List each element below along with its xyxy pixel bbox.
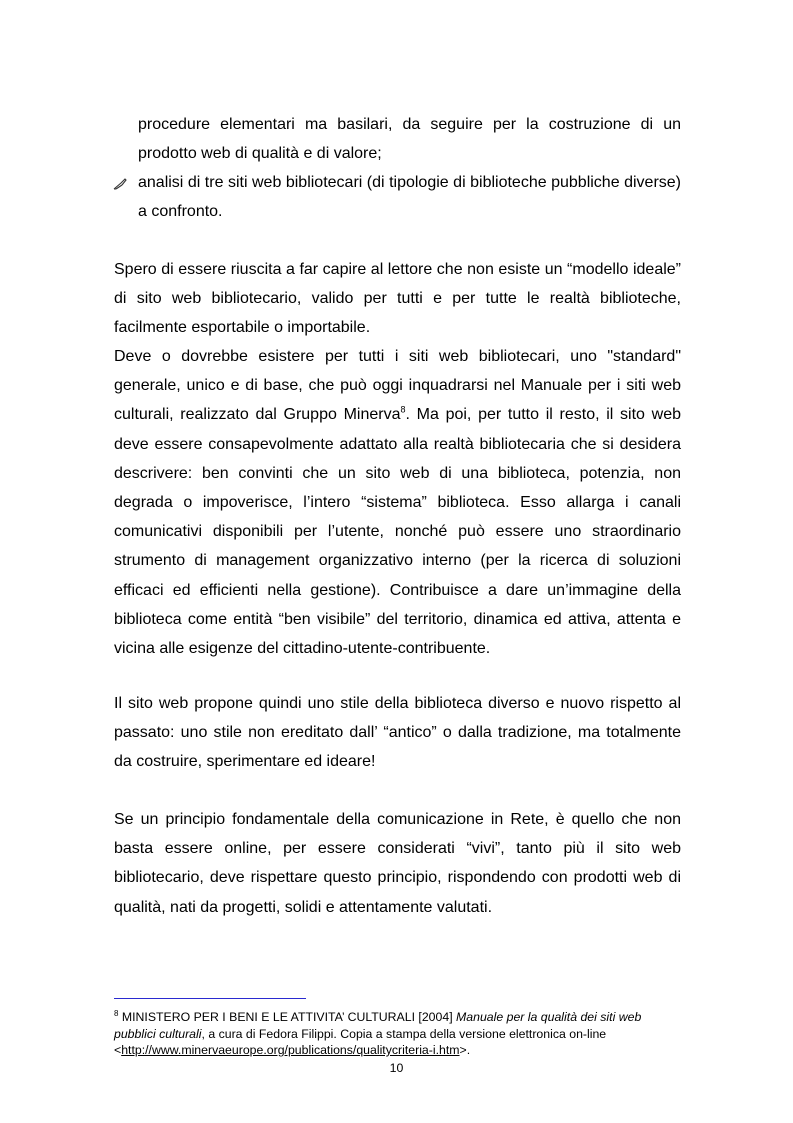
footnote-number: 8 — [114, 1008, 119, 1018]
footnote-text-b: , a cura di Fedora Filippi. Copia a stampa della versione elettronica on-line — [201, 1026, 607, 1041]
footnote-separator — [114, 998, 306, 999]
page-number: 10 — [389, 1061, 404, 1075]
paragraph-1: Spero di essere riuscita a far capire al lettore che non esiste un “modello ideale” di sito web bibliotecario, valido per tutti e per tutte le realtà biblioteche, facilmente esportabile o importabile. — [114, 261, 681, 337]
paragraph-3: Il sito web propone quindi uno stile della biblioteca diverso e nuovo rispetto al passato: uno stile non ereditato dall’ “antico” o dalla tradizione, ma totalmente da costruire, sperimentare ed ideare! — [114, 695, 681, 771]
footnote-link[interactable]: http://www.minervaeurope.org/publications/qualitycriteria-i.htm — [121, 1043, 460, 1057]
paragraph-2-text-b: . Ma poi, per tutto il resto, il sito web deve essere consapevolmente adattato alla realtà bibliotecaria che si desidera descrivere: ben convinti che un sito web di una biblioteca, potenzia, non degrada o impoverisce, l’intero “sistema” biblioteca. Esso allarga i canali comunicativi disponibili per l’utente, nonché può essere uno straordinario strumento di management organizzativo interno (per la ricerca di soluzioni efficaci ed efficienti nella gestione). Contribuisce a dare un’immagine della biblioteca come entità “ben visibile” del territorio, dinamica ed attiva, attenta e vicina alle esigenze del cittadino-utente-contribuente. — [114, 406, 682, 658]
paragraph-4: Se un principio fondamentale della comunicazione in Rete, è quello che non basta essere online, per essere considerati “vivi”, tanto più il sito web bibliotecario, deve rispettare questo principio, rispondendo con prodotti web di qualità, nati da progetti, solidi e attentamente valutati. — [114, 811, 681, 916]
list-item: analisi di tre siti web bibliotecari (di tipologie di biblioteche pubbliche diverse) a confronto. — [138, 174, 681, 221]
footnote-title: Manuale per la qualità dei siti web pubblici culturali — [114, 1010, 642, 1041]
list-item-continuation: procedure elementari ma basilari, da seguire per la costruzione di un prodotto web di qualità e di valore; — [138, 116, 681, 163]
paragraph-2 — [114, 342, 681, 663]
footnote-reference[interactable]: 8 — [400, 405, 406, 416]
paragraph-2-text-a: Deve o dovrebbe esistere per tutti i siti web bibliotecari, uno "standard" generale, unico e di base, che può oggi inquadrarsi nel Manuale per i siti web culturali, realizzato dal Gruppo Minerva — [114, 348, 681, 424]
writing-hand-icon — [113, 177, 127, 191]
footnote-text-a: MINISTERO PER I BENI E LE ATTIVITA’ CULTURALI [2004] — [121, 1010, 453, 1024]
link-open: < — [114, 1043, 122, 1057]
link-close: >. — [459, 1043, 471, 1057]
footnote — [114, 1009, 684, 1059]
